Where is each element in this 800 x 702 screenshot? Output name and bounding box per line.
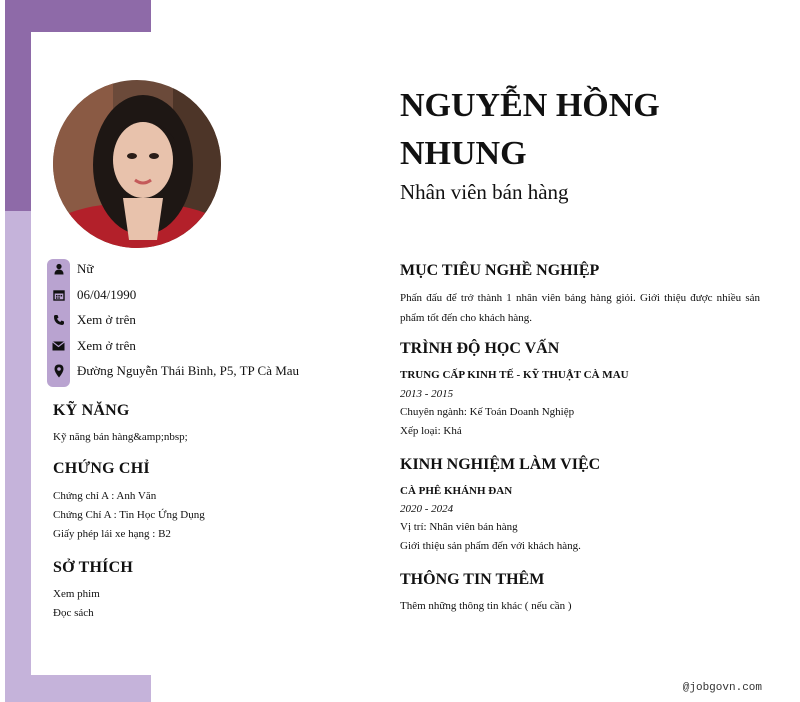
skills-heading: KỸ NĂNG xyxy=(53,402,130,419)
contact-gender xyxy=(47,257,347,281)
contact-phone xyxy=(47,308,347,332)
additional-heading: THÔNG TIN THÊM xyxy=(400,571,545,588)
education-grade: Xếp loại: Khá xyxy=(400,425,462,437)
avatar xyxy=(53,80,221,248)
contact-birthday xyxy=(47,283,347,307)
experience-desc: Giới thiệu sản phẩm đến với khách hàng. xyxy=(400,540,581,552)
watermark: @jobgovn.com xyxy=(682,682,762,694)
phone-icon xyxy=(47,314,70,326)
contact-email xyxy=(47,334,347,358)
email-text: Xem ở trên xyxy=(77,338,136,353)
job-title: Nhân viên bán hàng xyxy=(400,180,569,204)
certificate-item: Chứng chỉ A : Anh Văn xyxy=(53,490,157,502)
objective-text: Phấn đấu để trở thành 1 nhân viên bảng hàng giỏi. Giới thiệu được nhiều sản phẩm tốt đến cho khách hàng. xyxy=(400,292,760,324)
experience-period: 2020 - 2024 xyxy=(400,503,454,515)
calendar-icon xyxy=(47,289,70,301)
additional-text: Thêm những thông tin khác ( nếu cần ) xyxy=(400,600,572,612)
certificate-item: Giấy phép lái xe hạng : B2 xyxy=(53,528,171,540)
experience-role: Vị trí: Nhân viên bán hàng xyxy=(400,521,518,533)
company-name: CÀ PHÊ KHÁNH ĐAN xyxy=(400,485,513,497)
full-name: NGUYỄN HỒNG NHUNG xyxy=(400,87,660,172)
skill-item: Kỹ năng bán hàng&amp;nbsp; xyxy=(53,431,188,443)
experience-heading: KINH NGHIỆM LÀM VIỆC xyxy=(400,456,601,473)
hobby-item: Đọc sách xyxy=(53,607,94,619)
education-period: 2013 - 2015 xyxy=(400,388,454,400)
phone-text: Xem ở trên xyxy=(77,312,136,327)
avatar-photo xyxy=(53,80,221,248)
address-text: Đường Nguyễn Thái Bình, P5, TP Cà Mau xyxy=(77,363,300,378)
education-heading: TRÌNH ĐỘ HỌC VẤN xyxy=(400,340,560,357)
certificates-heading: CHỨNG CHỈ xyxy=(53,460,150,477)
contact-address xyxy=(47,359,347,383)
birthday-text: 06/04/1990 xyxy=(77,287,137,302)
education-major: Chuyên ngành: Kế Toán Doanh Nghiệp xyxy=(400,406,575,418)
certificate-item: Chứng Chỉ A : Tin Học Ứng Dụng xyxy=(53,509,205,521)
school-name: TRUNG CẤP KINH TẾ - KỸ THUẬT CÀ MAU xyxy=(400,369,629,381)
hobbies-heading: SỞ THÍCH xyxy=(53,559,133,576)
location-icon xyxy=(47,364,70,378)
hobby-item: Xem phim xyxy=(53,588,100,600)
person-icon xyxy=(47,263,70,275)
gender-text: Nữ xyxy=(77,261,94,276)
objective-heading: MỤC TIÊU NGHỀ NGHIỆP xyxy=(400,262,600,279)
mail-icon xyxy=(47,341,70,351)
